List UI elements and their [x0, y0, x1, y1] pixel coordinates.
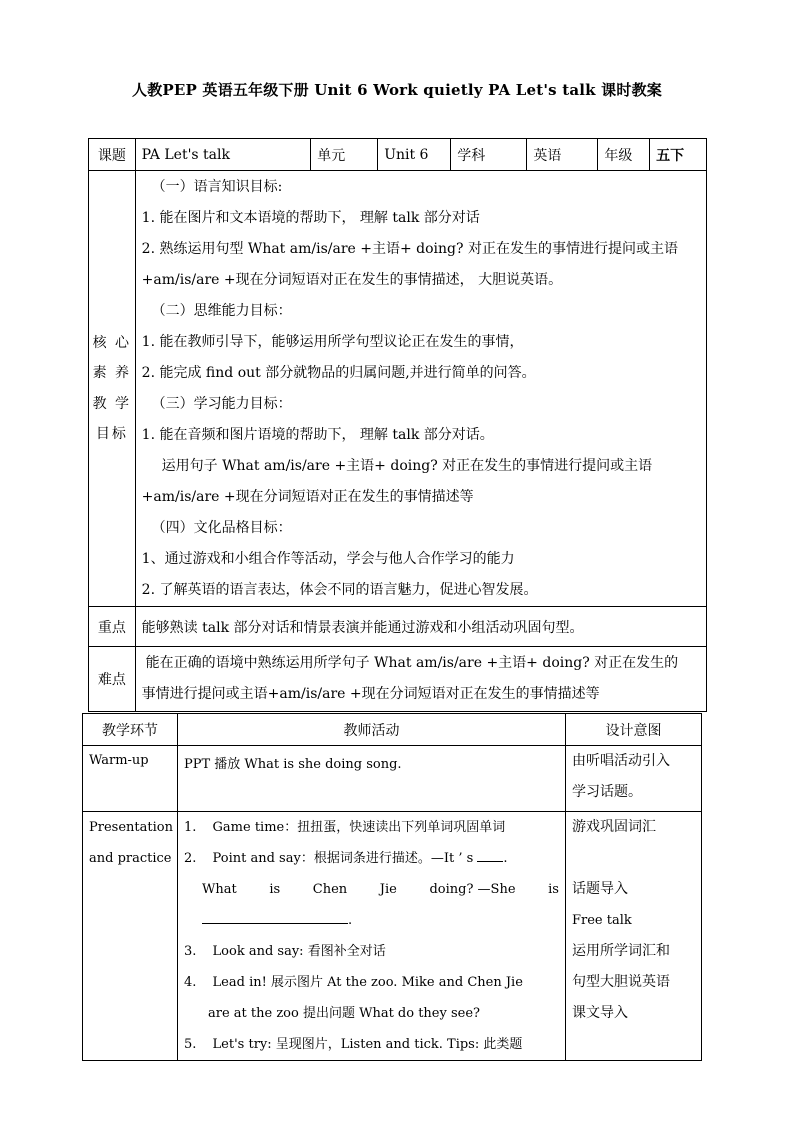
warmup-teacher: PPT 播放 What is she doing song.	[178, 746, 566, 812]
difficulty-label: 难点	[89, 647, 136, 712]
stage-line: and practice	[89, 851, 172, 866]
objective-line: 1. 能在图片和文本语境的帮助下， 理解 talk 部分对话	[141, 210, 480, 226]
grade-label: 年级	[598, 139, 650, 171]
col-teacher-header: 教师活动	[178, 714, 566, 746]
objective-heading: （三）学习能力目标：	[151, 396, 292, 412]
objective-line: 2. 能完成 find out 部分就物品的归属问题,并进行简单的问答。	[141, 365, 536, 381]
activity-cont	[184, 874, 559, 905]
activity-num: 1.	[184, 820, 197, 835]
activity-word: is	[548, 882, 559, 897]
difficulty-line: 能在正确的语境中熟练运用所学句子 What am/is/are +主语+ doing? 对正在发生的	[145, 655, 679, 671]
core-objectives	[135, 171, 706, 607]
design-line: 话题导入	[572, 881, 628, 897]
core-label-line: 教 学	[92, 395, 132, 412]
activity-item	[184, 812, 559, 843]
objective-line: 1. 能在教师引导下，能够运用所学句型议论正在发生的事情，	[141, 334, 524, 350]
design-line: 由听唱活动引入	[572, 753, 670, 769]
grade-value: 五下	[650, 139, 707, 171]
design-line: 学习话题。	[572, 784, 642, 800]
activity-item	[184, 936, 559, 967]
lesson-info-table	[88, 138, 707, 712]
objective-line: 运用句子 What am/is/are +主语+ doing? 对正在发生的事情进行提问或主语	[161, 458, 653, 474]
unit-value: Unit 6	[378, 139, 451, 171]
presentation-teacher	[178, 812, 566, 1061]
design-line	[572, 843, 701, 874]
difficulty-text	[135, 647, 706, 712]
activity-text: Let's try: 呈现图片，Listen and tick. Tips: 此类题	[212, 1037, 523, 1052]
design-line: Free talk	[572, 913, 632, 928]
objective-heading: （四）文化品格目标：	[151, 520, 292, 536]
activity-num: 5.	[184, 1037, 197, 1052]
activity-word: doing? —She	[429, 882, 516, 897]
core-label-line: 核 心	[92, 334, 132, 351]
activity-cont: .	[184, 905, 559, 936]
activity-num: 3.	[184, 944, 197, 959]
answer-blank	[477, 847, 503, 862]
presentation-design	[566, 812, 702, 1061]
objective-heading: （一）语言知识目标:	[151, 179, 283, 195]
objective-line: 2. 熟练运用句型 What am/is/are +主语+ doing? 对正在发生的事情进行提问或主语	[141, 241, 678, 257]
key-point-label: 重点	[89, 607, 136, 647]
activity-word: Chen	[312, 882, 348, 897]
difficulty-line: 事情进行提问或主语+am/is/are +现在分词短语对正在发生的事情描述等	[141, 686, 600, 702]
activity-num: 2.	[184, 851, 197, 866]
activity-text: Lead in! 展示图片 At the zoo. Mike and Chen Jie	[212, 975, 523, 990]
subject-label: 学科	[451, 139, 527, 171]
design-line: 游戏巩固词汇	[572, 819, 656, 835]
objective-heading: （二）思维能力目标：	[151, 303, 292, 319]
activity-text: Game time：扭扭蛋，快速读出下列单词巩固单词	[212, 820, 506, 835]
presentation-stage	[83, 812, 178, 1061]
topic-value: PA Let's talk	[135, 139, 311, 171]
col-stage-header: 教学环节	[83, 714, 178, 746]
subject-value: 英语	[527, 139, 598, 171]
answer-blank	[202, 909, 348, 924]
topic-label: 课题	[89, 139, 136, 171]
activity-item: 2. Point and say：根据词条进行描述。—It ’ s .	[184, 843, 559, 874]
page-title: 人教PEP 英语五年级下册 Unit 6 Work quietly PA Let's talk 课时教案	[132, 81, 662, 99]
activity-item	[184, 1029, 559, 1060]
teaching-process-table	[82, 713, 702, 1061]
activity-word: is	[269, 882, 281, 897]
col-design-header: 设计意图	[566, 714, 702, 746]
design-line: 句型大胆说英语	[572, 974, 670, 990]
unit-label: 单元	[311, 139, 378, 171]
activity-text: Look and say: 看图补全对话	[212, 944, 386, 959]
activity-num: 4.	[184, 975, 197, 990]
activity-word: Jie	[379, 882, 397, 897]
activity-cont: are at the zoo 提出问题 What do they see?	[208, 1006, 481, 1021]
objective-line: 2. 了解英语的语言表达，体会不同的语言魅力，促进心智发展。	[141, 582, 538, 598]
activity-text: Point and say：根据词条进行描述。—It ’ s	[212, 851, 474, 866]
design-line: 课文导入	[572, 1005, 628, 1021]
objective-line: +am/is/are +现在分词短语对正在发生的事情描述， 大胆说英语。	[141, 272, 563, 288]
core-label-line: 素 养	[92, 365, 132, 381]
warmup-design	[566, 746, 702, 812]
activity-word: What	[202, 882, 237, 897]
core-label	[89, 171, 136, 607]
key-point-text: 能够熟读 talk 部分对话和情景表演并能通过游戏和小组活动巩固句型。	[135, 607, 706, 647]
objective-line: 1、通过游戏和小组合作等活动，学会与他人合作学习的能力	[141, 551, 515, 567]
warmup-stage: Warm-up	[83, 746, 178, 812]
design-line: 运用所学词汇和	[572, 943, 670, 959]
activity-item	[184, 967, 559, 998]
objective-line: +am/is/are +现在分词短语对正在发生的事情描述等	[141, 489, 474, 505]
core-label-line: 目标	[95, 426, 128, 442]
objective-line: 1. 能在音频和图片语境的帮助下， 理解 talk 部分对话。	[141, 427, 494, 443]
stage-line: Presentation	[89, 820, 173, 835]
